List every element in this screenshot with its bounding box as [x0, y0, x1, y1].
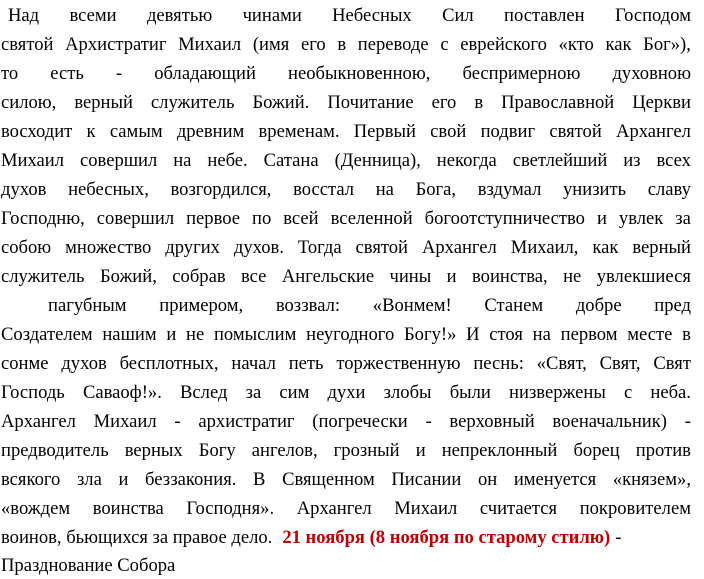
text-word: духов. [233, 237, 284, 258]
text-word: Богу!» [404, 324, 457, 345]
feast-title: Празднование Собора [1, 555, 176, 576]
text-line-start: воинов, бьющихся за правое дело. [1, 527, 273, 548]
text-word: неугодного [306, 324, 395, 345]
text-word: и [118, 469, 129, 490]
text-word: «кто [558, 34, 594, 55]
text-word: Саваоф!». [82, 382, 162, 403]
text-word: верховный [449, 411, 535, 432]
text-line [1, 177, 691, 203]
text-line [1, 409, 691, 435]
text-word: других [165, 237, 220, 258]
text-word: свой [430, 121, 467, 142]
text-word: Небесных [332, 5, 412, 26]
text-word: Михаил [394, 498, 458, 519]
text-line [48, 293, 691, 319]
text-word: Писании [391, 469, 462, 490]
text-word: - [425, 411, 432, 432]
dash-separator: - [615, 527, 622, 548]
text-word: Священном [282, 469, 375, 490]
text-word: всех [656, 150, 691, 171]
text-word: совершил [96, 208, 175, 229]
text-word: в [337, 34, 347, 55]
text-word: святой [549, 121, 602, 142]
text-word: Богу [198, 440, 236, 461]
text-word: обладающий [154, 63, 256, 84]
text-word: с [623, 382, 633, 403]
text-word: зла [76, 469, 102, 490]
text-line [8, 3, 691, 29]
text-word: примером, [159, 295, 244, 316]
text-line [1, 264, 691, 290]
text-word: подвиг [480, 121, 536, 142]
text-word: собою [1, 237, 52, 258]
text-word: сим [279, 382, 310, 403]
text-word: служитель [1, 266, 85, 287]
text-word: служитель [150, 92, 235, 113]
text-word: все [241, 266, 267, 287]
text-word: (имя [252, 34, 290, 55]
text-word: покровителем [579, 498, 691, 519]
text-word: светлейший [512, 150, 608, 171]
text-word: Бога, [415, 179, 457, 200]
text-word: Православной [501, 92, 615, 113]
text-line [1, 235, 691, 261]
text-line [1, 32, 691, 58]
text-word: Ангельские [281, 266, 375, 287]
text-word: «Свят, [536, 353, 587, 374]
text-line [1, 119, 691, 145]
text-word: восходит [1, 121, 73, 142]
text-word: Господь [1, 382, 65, 403]
text-word: Почитание [327, 92, 414, 113]
text-word: возгордился, [170, 179, 272, 200]
text-word: самым [109, 121, 163, 142]
text-word: еврейского [460, 34, 547, 55]
text-word: унизить [563, 179, 627, 200]
text-word: духов [1, 179, 47, 200]
text-word: Архангел [296, 498, 372, 519]
text-word: Михаил [1, 150, 65, 171]
text-word: его [300, 34, 326, 55]
text-line [1, 148, 691, 174]
text-word: добре [575, 295, 622, 316]
text-word: на [375, 179, 394, 200]
text-word: петь [288, 353, 324, 374]
text-word: его [431, 92, 457, 113]
text-word: сонме [1, 353, 49, 374]
text-word: верных [124, 440, 183, 461]
text-word: были [449, 382, 491, 403]
text-line [1, 61, 691, 87]
text-word: некогда [436, 150, 497, 171]
text-word: чины [389, 266, 432, 287]
text-word: - [174, 411, 181, 432]
text-word: славу [647, 179, 691, 200]
text-word: временам. [258, 121, 340, 142]
text-word: архистратиг [198, 411, 295, 432]
text-word: Тогда [297, 237, 342, 258]
text-word: воззвал: [275, 295, 341, 316]
text-word: вселенной [330, 208, 413, 229]
text-word: «князем», [612, 469, 691, 490]
text-word: духовною [612, 63, 691, 84]
text-word: предводитель [1, 440, 109, 461]
text-word: беззакония. [145, 469, 237, 490]
text-word: воинства [92, 498, 164, 519]
text-word: Архангел [616, 121, 691, 142]
text-word: злобы [383, 382, 432, 403]
text-word: святой [1, 34, 54, 55]
text-word: он [477, 469, 498, 490]
text-word: в [682, 324, 691, 345]
text-word: «Вонмем! [372, 295, 452, 316]
text-word: Архистратиг [65, 34, 167, 55]
text-word: не [563, 266, 582, 287]
text-word: богоотступничество [424, 208, 585, 229]
text-word: Архангел [1, 411, 76, 432]
text-line [1, 496, 691, 522]
text-word: поставлен [504, 5, 585, 26]
text-word: силою, [1, 92, 57, 113]
text-word: собрав [172, 266, 226, 287]
text-word: всей [283, 208, 319, 229]
text-word: восстал [293, 179, 355, 200]
text-word: в [474, 92, 484, 113]
text-word: как [605, 34, 632, 55]
text-line [1, 467, 691, 493]
text-word: за [245, 382, 262, 403]
text-word: совершил [79, 150, 158, 171]
text-word: торжественную [336, 353, 461, 374]
text-word: - [115, 63, 123, 84]
text-word: всякого [1, 469, 61, 490]
text-word: всеми [69, 5, 117, 26]
text-word: увлек [618, 208, 664, 229]
text-word: верный [632, 237, 691, 258]
text-word: увлекшиеся [596, 266, 691, 287]
text-word: против [635, 440, 691, 461]
text-word: беспримерною [462, 63, 581, 84]
text-word: и [596, 208, 607, 229]
text-word: (погречески [312, 411, 408, 432]
text-line [1, 206, 691, 232]
text-word: воинства, [472, 266, 548, 287]
text-word: из [623, 150, 641, 171]
text-word: Божий. [252, 92, 310, 113]
text-word: (Денница), [334, 150, 421, 171]
text-word: помыслим [213, 324, 297, 345]
text-word: девятью [146, 5, 213, 26]
text-word: к [86, 121, 96, 142]
text-word: считается [479, 498, 558, 519]
text-word: святой [355, 237, 408, 258]
text-word: верный [74, 92, 133, 113]
text-word: Божий, [99, 266, 157, 287]
text-line [1, 90, 691, 116]
text-word: Свят, [599, 353, 641, 374]
text-word: и [446, 266, 457, 287]
text-word: Михаил [93, 411, 157, 432]
text-word: первом [560, 324, 618, 345]
text-word: древним [176, 121, 245, 142]
feast-date-highlight: 21 ноября (8 ноября по старому стилю) [282, 527, 611, 548]
text-word: именуется [513, 469, 597, 490]
text-word: Михаил [178, 34, 242, 55]
text-word: песнь: [473, 353, 524, 374]
text-word: Архангел [421, 237, 497, 258]
text-line [1, 351, 691, 377]
text-word: Сил [442, 5, 474, 26]
text-word: Создателем [1, 324, 93, 345]
text-word: множество [65, 237, 152, 258]
text-word: пагубным [48, 295, 127, 316]
text-word: Над [8, 5, 40, 26]
text-word: вздумал [477, 179, 542, 200]
text-word: В [253, 469, 266, 490]
text-word: на [173, 150, 192, 171]
text-word: не [186, 324, 205, 345]
text-word: Свят [653, 353, 691, 374]
text-word: небе. [207, 150, 248, 171]
text-word: по [252, 208, 272, 229]
text-word: Сатана [263, 150, 319, 171]
text-line [1, 553, 691, 579]
text-word: месте [627, 324, 673, 345]
text-word: Господня». [186, 498, 275, 519]
text-word: пред [654, 295, 691, 316]
text-line [1, 322, 691, 348]
text-word: есть [50, 63, 84, 84]
text-word: грозный [333, 440, 400, 461]
text-word: Первый [353, 121, 416, 142]
text-word: Господом [614, 5, 691, 26]
text-line [1, 380, 691, 406]
text-word: Церкви [632, 92, 691, 113]
text-word: то [1, 63, 19, 84]
text-word: как [592, 237, 619, 258]
text-word: чинами [242, 5, 302, 26]
text-word: низвержены [509, 382, 606, 403]
text-line [1, 438, 691, 464]
text-word: бесплотных, [119, 353, 219, 374]
text-word: духи [327, 382, 366, 403]
text-word: начал [231, 353, 276, 374]
text-word: И [466, 324, 480, 345]
text-word: и [415, 440, 426, 461]
text-word: с [440, 34, 449, 55]
text-word: переводе [357, 34, 429, 55]
text-word: Станем [484, 295, 544, 316]
text-word: Вслед [180, 382, 228, 403]
text-word: нашим [102, 324, 157, 345]
text-word: Бог»), [643, 34, 691, 55]
text-word: первое [186, 208, 241, 229]
text-word: военачальник) [552, 411, 667, 432]
text-word: за [675, 208, 691, 229]
text-word: и [166, 324, 177, 345]
text-word: Господню, [1, 208, 85, 229]
text-word: борец [573, 440, 620, 461]
text-word: духов [61, 353, 107, 374]
text-word: неба. [650, 382, 691, 403]
text-word: необыкновенною, [288, 63, 431, 84]
text-word: непреклонный [441, 440, 558, 461]
text-word: - [684, 411, 691, 432]
text-line [1, 525, 691, 551]
text-word: ангелов, [251, 440, 318, 461]
text-word: на [532, 324, 551, 345]
text-word: небесных, [68, 179, 149, 200]
text-word: стоя [489, 324, 523, 345]
text-word: Михаил, [510, 237, 579, 258]
text-word: «вождем [1, 498, 71, 519]
